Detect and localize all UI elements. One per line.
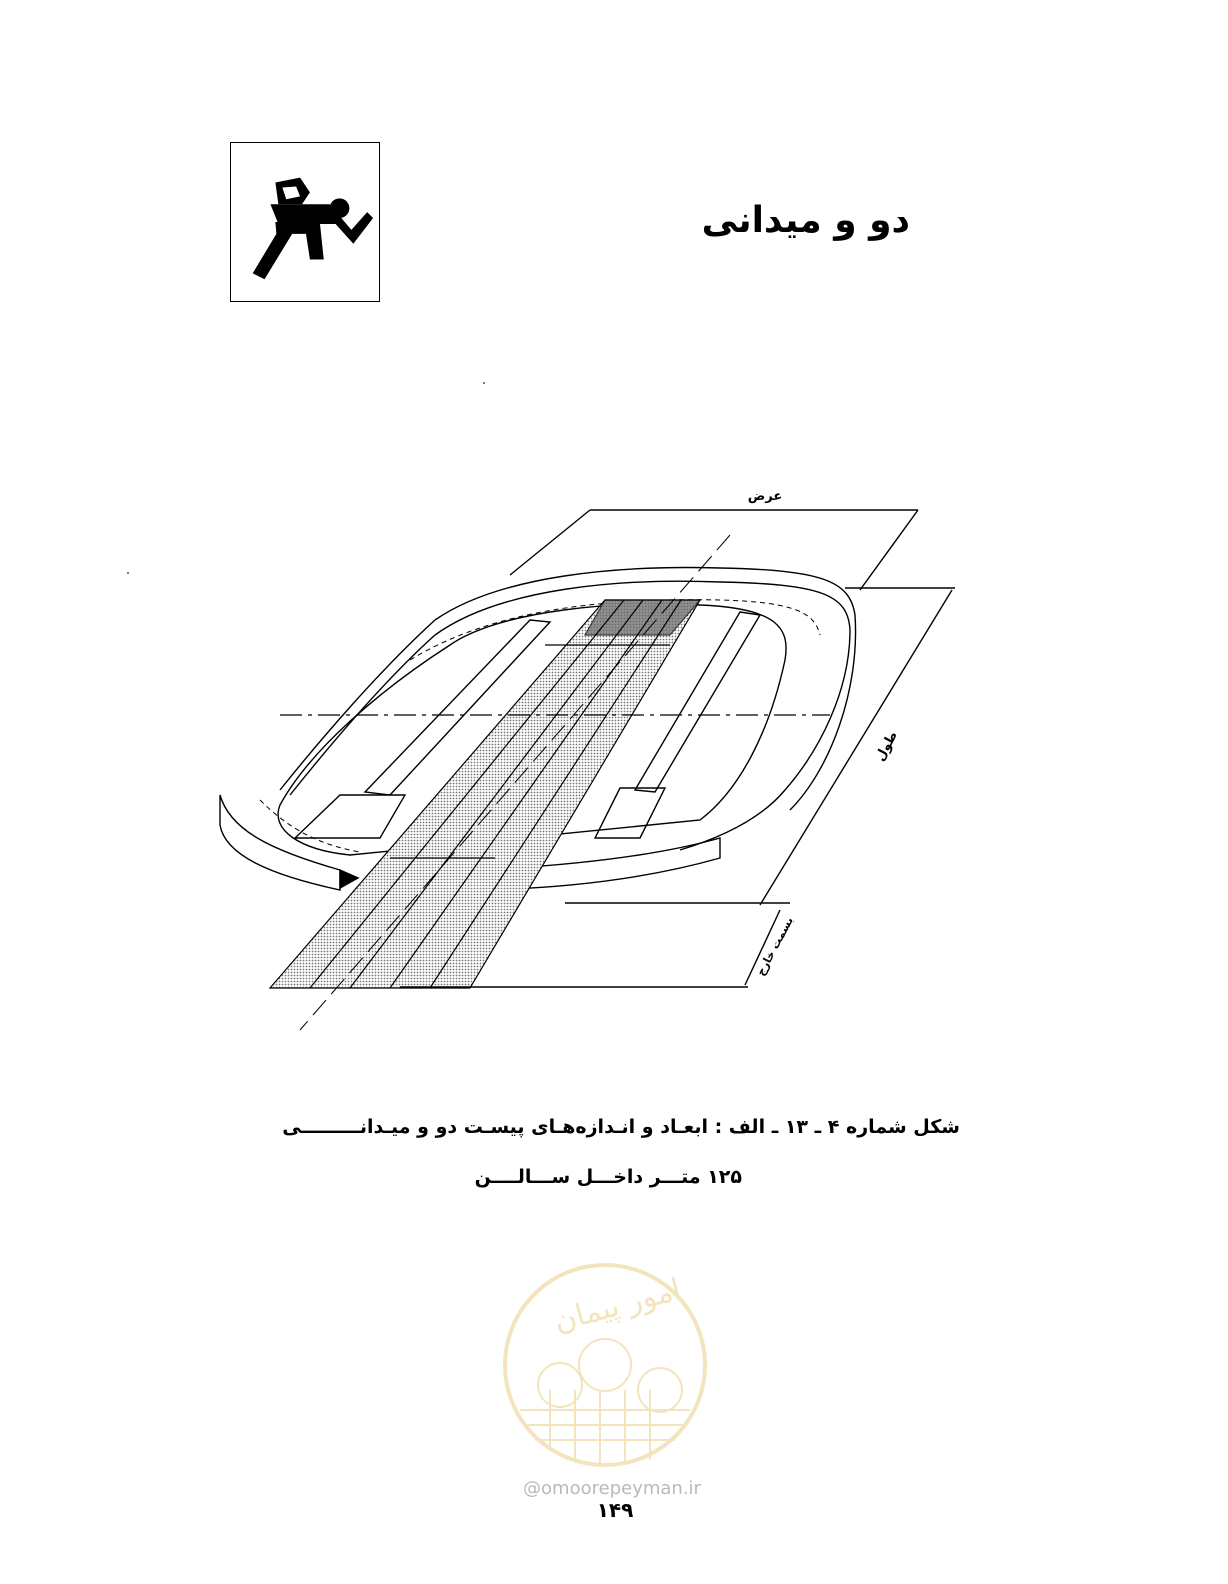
- jump-pit-left: [295, 795, 405, 838]
- jump-pit-right: [595, 788, 665, 838]
- watermark-site: @omoorepeyman.ir: [523, 1478, 701, 1499]
- width-label: عرض: [747, 489, 783, 504]
- page-number: ۱۴۹: [596, 1498, 634, 1522]
- scan-speck: [127, 572, 129, 574]
- page-title: دو و میدانی: [701, 200, 910, 241]
- sprint-straight: [270, 600, 700, 988]
- watermark-logo: [500, 1260, 710, 1470]
- scan-speck: [483, 382, 485, 384]
- length-label: طول: [872, 728, 901, 764]
- outer-direction-label: بسمت خارج: [754, 914, 796, 978]
- figure-caption-line1: شکل شماره ۴ ـ ۱۳ ـ الف : ابعـاد و انـدازه‌هـای پیسـت دو و میـدانـــــــــی: [282, 1116, 960, 1138]
- watermark-text: امور پیمان: [550, 1272, 685, 1340]
- track-diagram: [200, 470, 980, 1030]
- athletics-runner-icon: [231, 143, 379, 301]
- figure-caption-line2: ۱۲۵ متـــر داخـــل ســـالــــن: [474, 1166, 742, 1188]
- athletics-icon-box: [230, 142, 380, 302]
